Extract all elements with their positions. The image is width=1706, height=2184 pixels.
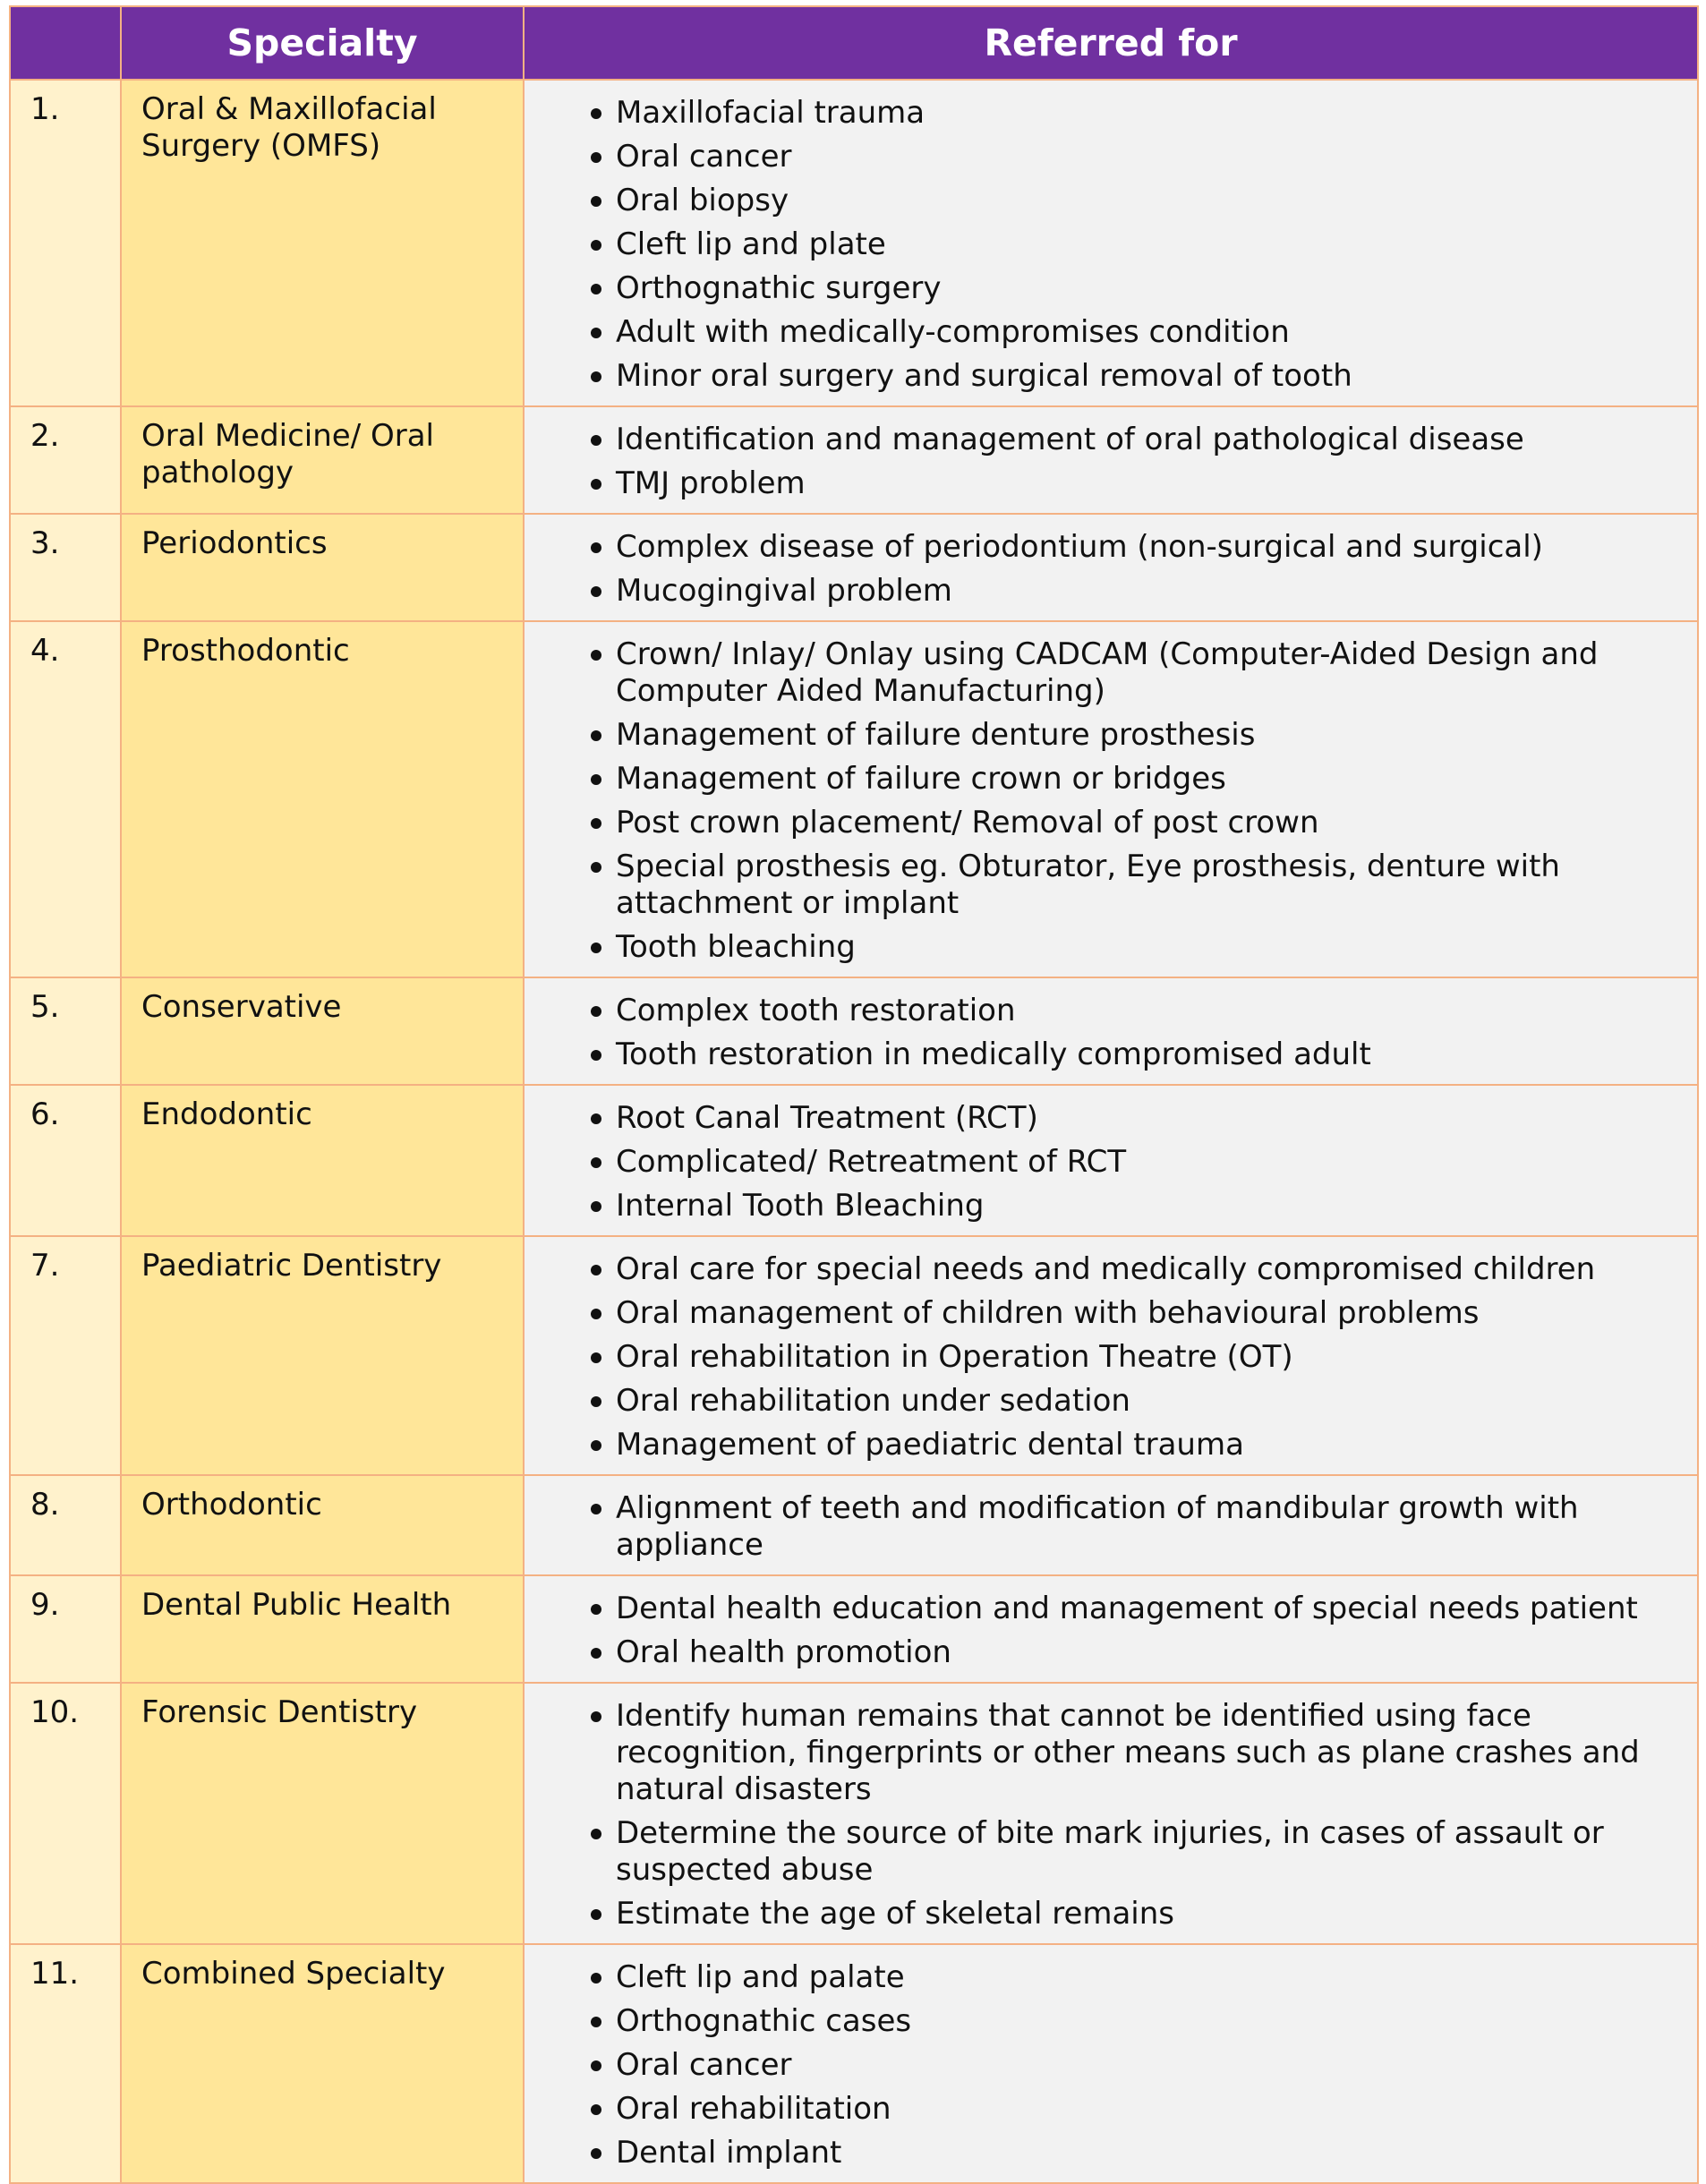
- row-number: 9.: [10, 1575, 121, 1683]
- table-row: [10, 1475, 1698, 1575]
- row-number: 11.: [10, 1944, 121, 2183]
- row-number: 4.: [10, 621, 121, 977]
- row-number: 6.: [10, 1085, 121, 1236]
- list-item: Orthognathic surgery: [525, 270, 1679, 307]
- list-item: Complex tooth restoration: [525, 993, 1679, 1029]
- row-number: 10.: [10, 1683, 121, 1944]
- row-referred-for: [524, 1683, 1698, 1944]
- referral-list: [525, 1698, 1679, 1932]
- referral-list: [525, 422, 1679, 502]
- header-referred-for: Referred for: [524, 6, 1698, 80]
- list-item: Identify human remains that cannot be identified using face recognition, fingerprints or other means such as plane crashes and natural disasters: [525, 1698, 1679, 1808]
- row-referred-for: [524, 621, 1698, 977]
- row-referred-for: [524, 1944, 1698, 2183]
- list-item: Dental implant: [525, 2135, 1679, 2171]
- list-item: Crown/ Inlay/ Onlay using CADCAM (Computer-Aided Design and Computer Aided Manufacturing): [525, 636, 1679, 710]
- list-item: Oral care for special needs and medically compromised children: [525, 1251, 1679, 1288]
- list-item: Oral cancer: [525, 2047, 1679, 2084]
- row-specialty: Combined Specialty: [121, 1944, 524, 2183]
- header-specialty: Specialty: [121, 6, 524, 80]
- row-number: 5.: [10, 977, 121, 1085]
- list-item: Dental health education and management of special needs patient: [525, 1591, 1679, 1627]
- row-referred-for: [524, 1085, 1698, 1236]
- table-row: [10, 1944, 1698, 2183]
- list-item: Tooth bleaching: [525, 929, 1679, 966]
- row-specialty: Oral & Maxillofacial Surgery (OMFS): [121, 80, 524, 406]
- table-row: [10, 406, 1698, 514]
- row-referred-for: [524, 977, 1698, 1085]
- referral-list: [525, 95, 1679, 395]
- referral-table-container: [9, 5, 1697, 2184]
- row-specialty: Forensic Dentistry: [121, 1683, 524, 1944]
- row-specialty: Dental Public Health: [121, 1575, 524, 1683]
- list-item: Oral management of children with behavioural problems: [525, 1295, 1679, 1332]
- table-row: [10, 1575, 1698, 1683]
- row-referred-for: [524, 406, 1698, 514]
- list-item: Oral biopsy: [525, 183, 1679, 219]
- list-item: Minor oral surgery and surgical removal of tooth: [525, 358, 1679, 395]
- table-row: [10, 621, 1698, 977]
- row-number: 3.: [10, 514, 121, 621]
- list-item: Identification and management of oral pathological disease: [525, 422, 1679, 458]
- referral-table: [9, 5, 1699, 2184]
- list-item: Estimate the age of skeletal remains: [525, 1896, 1679, 1932]
- list-item: Complicated/ Retreatment of RCT: [525, 1144, 1679, 1181]
- list-item: Special prosthesis eg. Obturator, Eye prosthesis, denture with attachment or implant: [525, 849, 1679, 922]
- list-item: Management of failure crown or bridges: [525, 761, 1679, 798]
- list-item: Determine the source of bite mark injuries, in cases of assault or suspected abuse: [525, 1815, 1679, 1889]
- referral-list: [525, 1591, 1679, 1671]
- row-number: 8.: [10, 1475, 121, 1575]
- list-item: Mucogingival problem: [525, 573, 1679, 610]
- row-referred-for: [524, 514, 1698, 621]
- header-number: [10, 6, 121, 80]
- referral-list: [525, 1490, 1679, 1564]
- table-row: [10, 977, 1698, 1085]
- row-referred-for: [524, 1475, 1698, 1575]
- row-referred-for: [524, 80, 1698, 406]
- row-number: 1.: [10, 80, 121, 406]
- table-row: [10, 1683, 1698, 1944]
- list-item: Post crown placement/ Removal of post crown: [525, 805, 1679, 841]
- list-item: Complex disease of periodontium (non-surgical and surgical): [525, 529, 1679, 566]
- row-number: 2.: [10, 406, 121, 514]
- list-item: TMJ problem: [525, 465, 1679, 502]
- list-item: Orthognathic cases: [525, 2003, 1679, 2040]
- row-specialty: Conservative: [121, 977, 524, 1085]
- table-header-row: [10, 6, 1698, 80]
- list-item: Oral rehabilitation under sedation: [525, 1383, 1679, 1420]
- list-item: Adult with medically-compromises condition: [525, 314, 1679, 351]
- list-item: Alignment of teeth and modification of mandibular growth with appliance: [525, 1490, 1679, 1564]
- list-item: Root Canal Treatment (RCT): [525, 1100, 1679, 1137]
- referral-list: [525, 636, 1679, 966]
- row-specialty: Prosthodontic: [121, 621, 524, 977]
- referral-list: [525, 1251, 1679, 1463]
- referral-list: [525, 1959, 1679, 2171]
- list-item: Maxillofacial trauma: [525, 95, 1679, 132]
- list-item: Management of paediatric dental trauma: [525, 1427, 1679, 1463]
- referral-list: [525, 993, 1679, 1073]
- table-body: [10, 80, 1698, 2183]
- referral-list: [525, 1100, 1679, 1224]
- row-specialty: Orthodontic: [121, 1475, 524, 1575]
- list-item: Management of failure denture prosthesis: [525, 717, 1679, 754]
- row-specialty: Endodontic: [121, 1085, 524, 1236]
- table-row: [10, 1085, 1698, 1236]
- list-item: Tooth restoration in medically compromised adult: [525, 1037, 1679, 1073]
- row-specialty: Paediatric Dentistry: [121, 1236, 524, 1475]
- referral-list: [525, 529, 1679, 610]
- row-referred-for: [524, 1575, 1698, 1683]
- list-item: Cleft lip and plate: [525, 226, 1679, 263]
- list-item: Oral health promotion: [525, 1634, 1679, 1671]
- table-row: [10, 1236, 1698, 1475]
- row-number: 7.: [10, 1236, 121, 1475]
- table-row: [10, 80, 1698, 406]
- row-specialty: Oral Medicine/ Oral pathology: [121, 406, 524, 514]
- row-specialty: Periodontics: [121, 514, 524, 621]
- list-item: Internal Tooth Bleaching: [525, 1188, 1679, 1224]
- list-item: Cleft lip and palate: [525, 1959, 1679, 1996]
- list-item: Oral rehabilitation in Operation Theatre (OT): [525, 1339, 1679, 1376]
- list-item: Oral cancer: [525, 139, 1679, 175]
- list-item: Oral rehabilitation: [525, 2091, 1679, 2128]
- table-row: [10, 514, 1698, 621]
- row-referred-for: [524, 1236, 1698, 1475]
